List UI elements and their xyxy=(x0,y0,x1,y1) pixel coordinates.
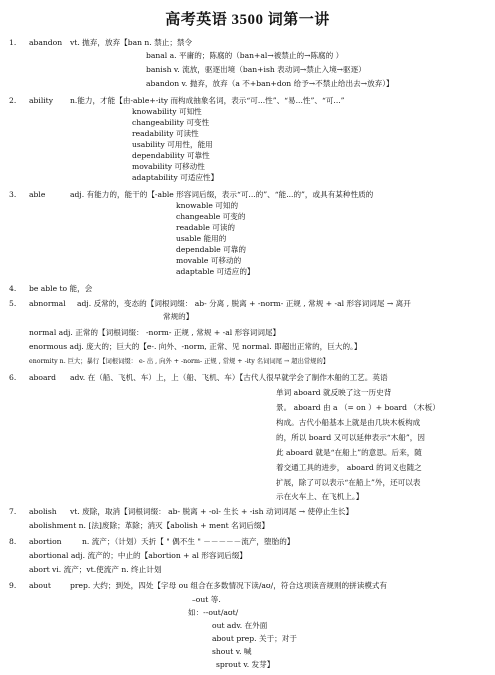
entry-definition: adv. 在（船、飞机、车）上，上（船、飞机、车）【古代人很早就学会了制作木船的工艺。英语 xyxy=(70,373,388,382)
entry-word: abortion xyxy=(29,537,62,546)
entry-explanation: 着交通工具的进步， aboard 的词义也随之 xyxy=(276,463,422,472)
derivative-item: dependability 可靠性 xyxy=(132,151,210,160)
derivative-item: readable 可读的 xyxy=(176,223,236,232)
entry-explanation: 的，所以 board 又可以延伸表示“木船”，因 xyxy=(276,433,425,442)
page-title: 高考英语 3500 词第一讲 xyxy=(165,12,330,28)
related-word-enormous: enormous adj. 庞大的；巨大的【e-. 向外、-norm, 正常、见 normal. 即超出正常的，巨大的。】 xyxy=(29,342,362,351)
entry-explanation: 扩展，除了可以表示“在船上”外，还可以表 xyxy=(276,478,421,487)
entry-number: 9. xyxy=(9,581,17,590)
example-intro: 如：--out/aʊt/ xyxy=(188,608,239,617)
entry-explanation: 单词 aboard 就反映了这一历史背 xyxy=(276,388,392,397)
entry-word: abnormal xyxy=(29,299,66,308)
entry-explanation: 构成。古代小船基本上就是由几块木板构成 xyxy=(276,418,421,427)
derivative-item: readability 可读性 xyxy=(132,129,199,138)
entry-number: 2. xyxy=(9,96,17,105)
entry-number: 6. xyxy=(9,373,17,382)
entry-explanation: 景。 aboard 由 a （= on ）+ board （木板） xyxy=(276,403,440,412)
entry-word: abolish xyxy=(29,507,57,516)
derivative-item: changeability 可变性 xyxy=(132,118,210,127)
entry-number: 8. xyxy=(9,537,17,546)
entry-definition-cont: 常规的】 xyxy=(163,312,194,321)
entry-detail: abandon v. 抛弃，放弃（a 不+ban+don 给予→不禁止给出去→放弃）】 xyxy=(146,79,394,88)
entry-explanation: 此 aboard 就是“在船上”的意思。后来，随 xyxy=(276,448,422,457)
entry-definition-cont: –out 等. xyxy=(192,595,221,604)
example-item: out adv. 在外面 xyxy=(212,621,268,630)
related-word: abolishment n. [法]废除；革除；消灭【abolish + ment 名词后缀】 xyxy=(29,521,270,530)
derivative-item: adaptability 可适应性】 xyxy=(132,173,219,182)
entry-definition: n.能力，才能【由-able+-ity 而构成抽象名词，表示“可...性”、“易...性”、“可...” xyxy=(70,96,345,105)
entry-detail: banish v. 流放，驱逐出境（ban+ish 表动词→禁止入境→驱逐） xyxy=(146,65,366,74)
derivative-item: knowability 可知性 xyxy=(132,107,202,116)
derivative-item: knowable 可知的 xyxy=(176,201,239,210)
derivative-item: usability 可用性，能用 xyxy=(132,140,213,149)
derivative-item: movable 可移动的 xyxy=(176,256,242,265)
derivative-item: changeable 可变的 xyxy=(176,212,246,221)
entry-word: ability xyxy=(29,96,54,105)
derivative-item: adaptable 可适应的】 xyxy=(176,267,255,276)
entry-detail: banal a. 平庸的；陈腐的（ban+al→被禁止的→陈腐的 ） xyxy=(146,51,344,60)
related-word-enormity: enormity n. 巨大；暴行【词根词缀： e- 出 , 向外 + -norm- 正规 , 常规 + -ity 名词词尾 → 超出常规的】 xyxy=(29,358,330,365)
related-word-normal: normal adj. 正常的【词根词缀： -norm- 正规 , 常规 + -al 形容词词尾】 xyxy=(29,328,281,337)
entry-number: 5. xyxy=(9,299,17,308)
derivative-item: usable 能用的 xyxy=(176,234,227,243)
entry-number: 4. xyxy=(9,284,17,293)
entry-number: 7. xyxy=(9,507,17,516)
entry-explanation: 示在火车上、在飞机上。】 xyxy=(276,492,364,501)
entry-definition: vt. 抛弃，放弃【ban n. 禁止；禁令 xyxy=(70,38,193,47)
entry-word: able xyxy=(29,190,46,199)
derivative-item: movability 可移动性 xyxy=(132,162,205,171)
entry-word: about xyxy=(29,581,51,590)
entry-definition: n. 流产；（计划）夭折【 " 偶不生 " －－－－－流产，堕胎的】 xyxy=(82,537,295,546)
entry-word: abandon xyxy=(29,38,63,47)
entry-number: 3. xyxy=(9,190,17,199)
entry-definition: vt. 废除，取消【词根词缀： ab- 脱离 + -ol- 生长 + -ish 动词词尾 → 使停止生长】 xyxy=(70,507,354,516)
related-word: abortional adj. 流产的；中止的【abortion + al 形容词后缀】 xyxy=(29,551,247,560)
example-item: shout v. 喊 xyxy=(212,647,252,656)
entry-number: 1. xyxy=(9,38,17,47)
entry-definition: adj. 有能力的，能干的【-able 形容词后缀，表示“可...的”、“能...的”，或具有某种性质的 xyxy=(70,190,374,199)
derivative-item: dependable 可靠的 xyxy=(176,245,246,254)
entry-phrase: be able to 能，会 xyxy=(29,284,93,293)
entry-word: aboard xyxy=(29,373,56,382)
example-item: about prep. 关于；对于 xyxy=(212,634,297,643)
related-word: abort vi. 流产；vt.使流产 n. 终止计划 xyxy=(29,565,162,574)
entry-definition: prep. 大约；到处，四处【字母 ou 组合在多数情况下读/aʊ/，符合这项读音规则的拼读模式有 xyxy=(70,581,388,590)
example-item: sprout v. 发芽】 xyxy=(216,660,275,669)
entry-definition: adj. 反常的，变态的【词根词缀： ab- 分离 , 脱离 + -norm- 正规 , 常规 + -al 形容词词尾 → 离开 xyxy=(77,299,411,308)
